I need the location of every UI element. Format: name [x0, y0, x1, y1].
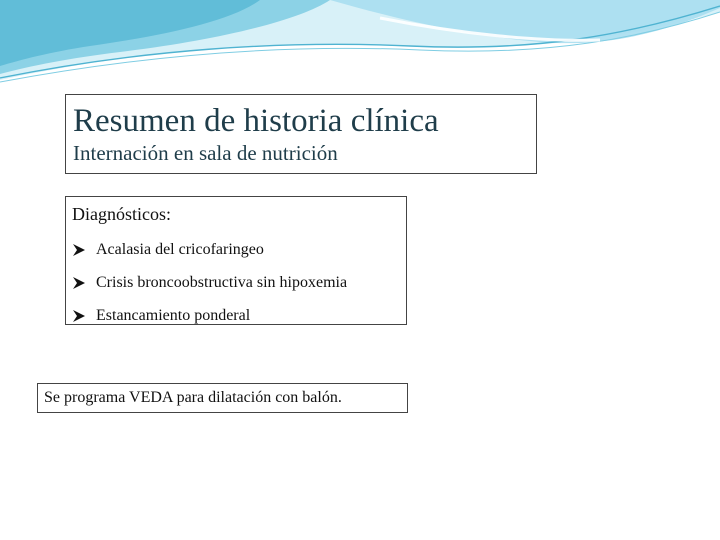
list-item — [72, 233, 406, 266]
slide-subtitle: Internación en sala de nutrición — [73, 141, 338, 165]
procedure-note-text: Se programa VEDA para dilatación con balón. — [44, 389, 342, 406]
arrowhead-bullet-icon — [72, 276, 86, 290]
slide-title: Resumen de historia clínica — [73, 103, 439, 139]
title-box — [65, 94, 537, 174]
diagnosis-text: Acalasia del cricofaringeo — [96, 240, 264, 258]
diagnoses-heading: Diagnósticos: — [72, 204, 171, 224]
arrowhead-bullet-icon — [72, 309, 86, 323]
diagnoses-list — [72, 233, 406, 332]
diagnosis-text: Crisis broncoobstructiva sin hipoxemia — [96, 273, 348, 291]
arrowhead-bullet-icon — [72, 243, 86, 257]
list-item — [72, 266, 406, 299]
header-wave-decoration — [0, 0, 720, 90]
diagnosis-text: Estancamiento ponderal — [96, 306, 251, 324]
diagnoses-box — [65, 196, 407, 325]
procedure-note-box — [37, 383, 408, 413]
list-item — [72, 299, 406, 332]
